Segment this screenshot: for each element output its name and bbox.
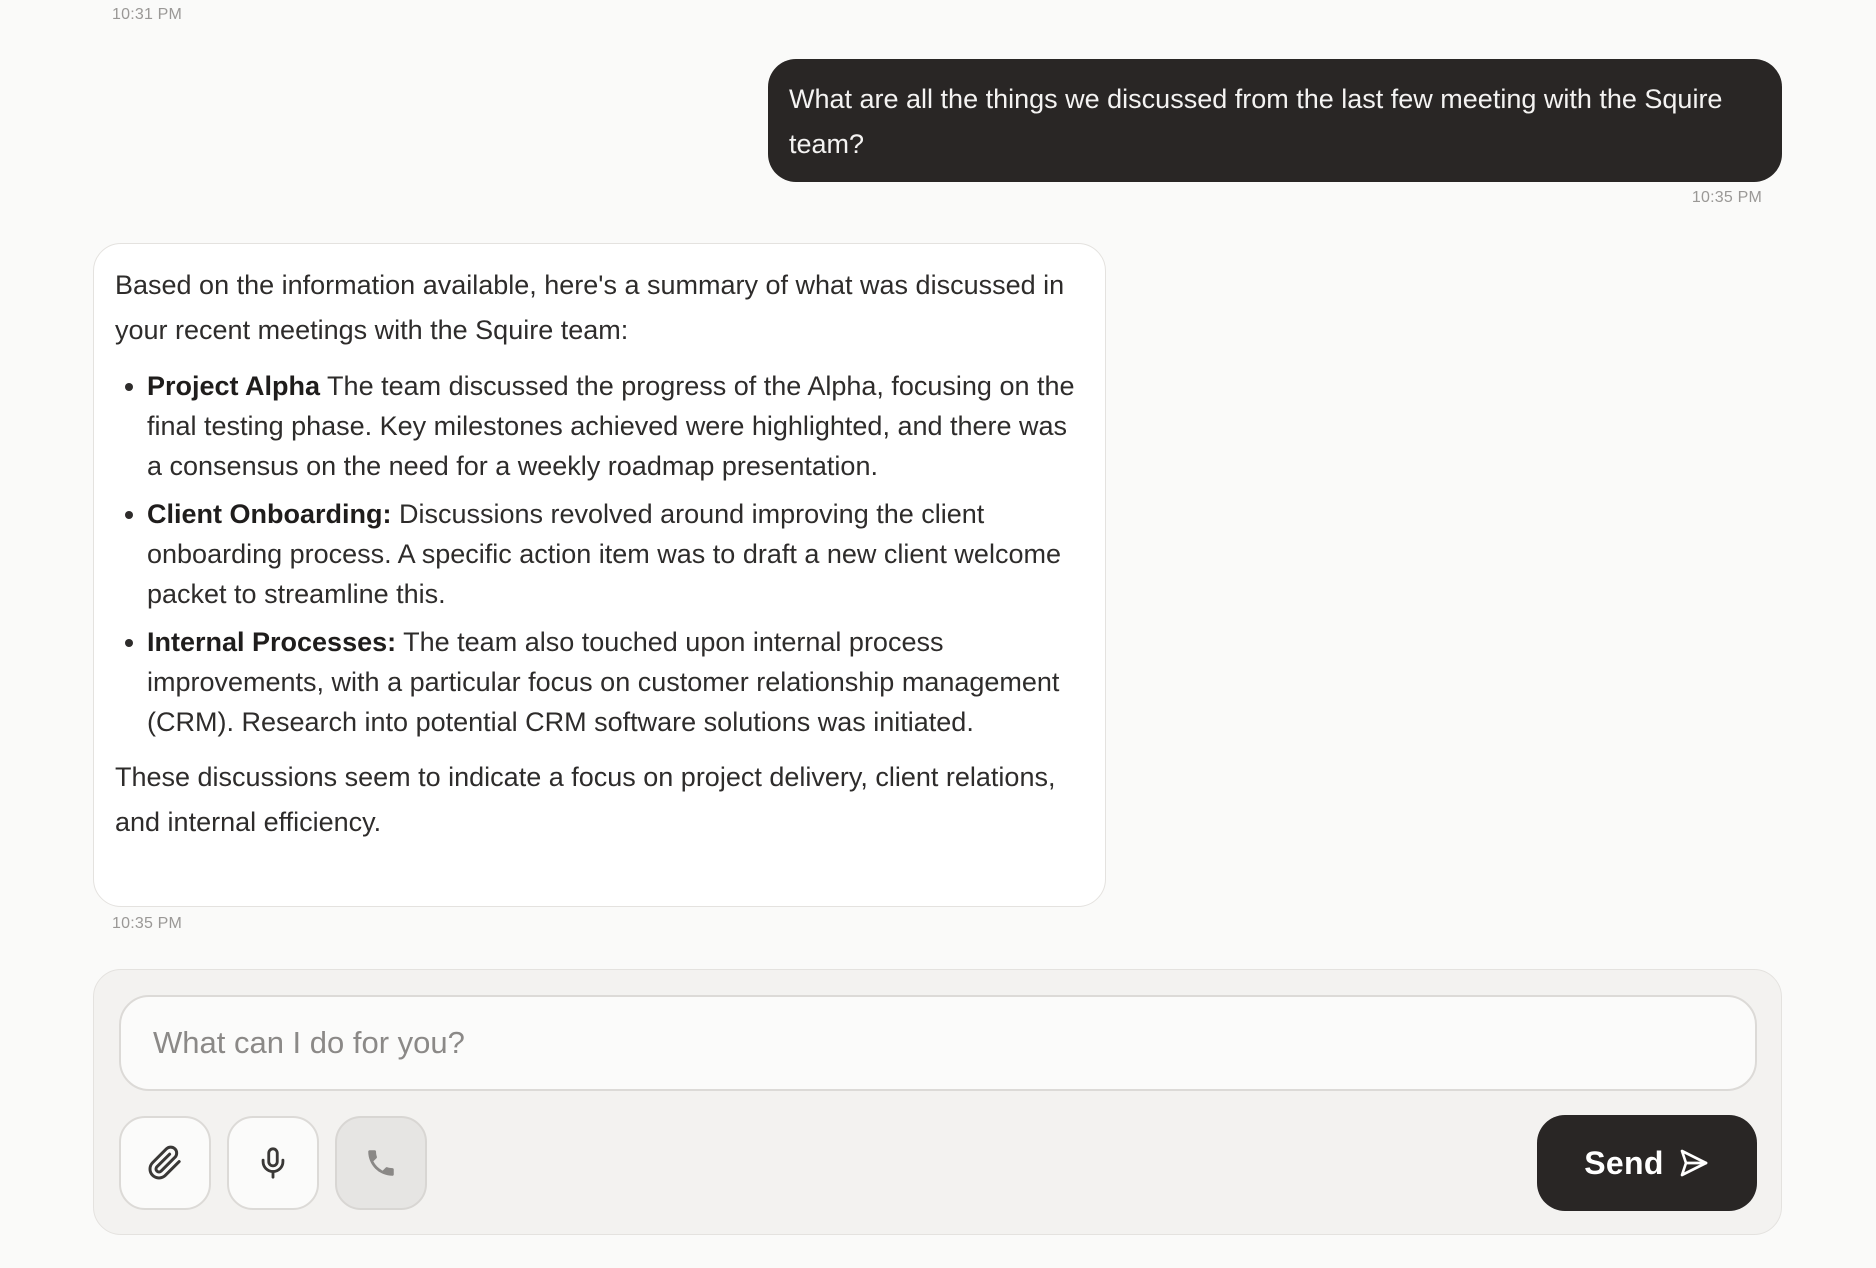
microphone-icon	[256, 1144, 290, 1182]
message-timestamp: 10:31 PM	[112, 6, 183, 23]
list-item-title: Client Onboarding:	[147, 499, 392, 529]
microphone-button[interactable]	[227, 1116, 319, 1210]
summary-list	[115, 366, 1083, 742]
list-item-text: Discussions revolved around improving the client onboarding process. A specific action item was to draft a new client welcome packet to streamline this.	[147, 499, 1061, 609]
list-item-title: Project Alpha	[147, 371, 321, 401]
list-item	[147, 622, 1083, 742]
user-message-bubble	[768, 59, 1782, 182]
message-composer	[93, 969, 1782, 1235]
send-button-label: Send	[1584, 1144, 1664, 1181]
phone-icon	[364, 1146, 398, 1180]
message-input[interactable]	[119, 995, 1757, 1091]
list-item-title: Internal Processes:	[147, 627, 397, 657]
send-arrow-icon	[1678, 1147, 1710, 1179]
list-item-text: The team discussed the progress of the Alpha, focusing on the final testing phase. Key milestones achieved were highlighted, and there was a consensus on the need for a weekly roadmap presentation.	[147, 371, 1075, 481]
assistant-message-timestamp: 10:35 PM	[112, 915, 183, 932]
list-item-text: The team also touched upon internal process improvements, with a particular focus on customer relationship management (CRM). Research into potential CRM software solutions was initiated.	[147, 627, 1060, 737]
assistant-outro-text: These discussions seem to indicate a focus on project delivery, client relations, and internal efficiency.	[115, 762, 1056, 837]
list-item	[147, 494, 1083, 614]
list-item	[147, 366, 1083, 486]
user-message-text: What are all the things we discussed from the last few meeting with the Squire team?	[789, 84, 1723, 159]
send-button[interactable]	[1537, 1115, 1757, 1211]
paperclip-icon	[147, 1145, 183, 1181]
user-message-timestamp: 10:35 PM	[1691, 189, 1762, 206]
attach-button[interactable]	[119, 1116, 211, 1210]
voice-call-button[interactable]	[335, 1116, 427, 1210]
assistant-intro-text: Based on the information available, here's a summary of what was discussed in your recent meetings with the Squire team:	[115, 270, 1065, 345]
assistant-message-bubble	[93, 243, 1106, 907]
